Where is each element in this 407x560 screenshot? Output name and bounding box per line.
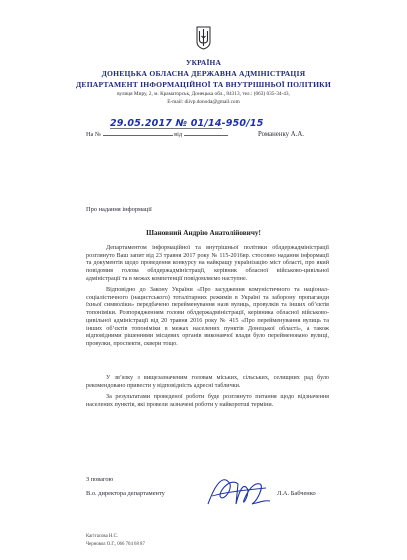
executor-line-2: Черновол О.Г., 066 704 68 87 (86, 542, 145, 547)
salutation: Шановний Андрію Анатолійовичу! (146, 229, 261, 237)
paragraph-law: Відповідно до Закону України «Про засудження комуністичного та націонал-соціалістичного (нацистського) тоталітарних режимів в Україні та заборону пропаганди їхньої символіки» передбачено перейменування назв вулиць, провулків та інших об’єктів топоніміки. Розпорядженням голови облдержадміністрації, керівника обласної військово-цивільної адміністрації від 20 травня 2016 року № 415 «Про перейменування вулиць та інших об’єктів топоніміки в межах населених пунктів Донецької області», а також відповідними рішеннями місцевих органів виконавчої влади було перейменовано вулиці, провулки, проспекти, сквери тощо. (86, 287, 329, 347)
paragraph-recommendation: У зв’язку з вищезазначеним головам міських, сільських, селищних рад було рекомендовано привести у відповідність адресні таблички. (86, 375, 329, 389)
registration-number: 29.05.2017 № 01/14-950/15 (110, 118, 264, 129)
registration-underline (110, 128, 222, 129)
department-title: ДЕПАРТАМЕНТ ІНФОРМАЦІЙНОЇ ТА ВНУТРІШНЬОЇ ПОЛІТИКИ (76, 80, 331, 89)
signatory-name: Л.А. Бабченко (277, 490, 316, 497)
subject-line: Про надання інформації (86, 206, 152, 213)
handwritten-signature (202, 470, 272, 516)
incoming-number-label: На № від (86, 131, 228, 138)
paragraph-request: Департаментом інформаційної та внутрішньої політики облдержадміністрації розглянуто Ваш запит від 23 травня 2017 року № 115-2016вр. стосовно надання інформації та документів щодо проведення конкурсу на найкращу українізацію міст області, про який повідомив голова облдержадміністрації, керівник обласної військово-цивільної адміністрації та в межах компетенції повідомляємо наступне. (86, 245, 329, 282)
country-title: УКРАЇНА (185, 58, 222, 67)
closing: З повагою (86, 476, 114, 483)
executor-line-1: Кагітасова Н.С. (86, 534, 118, 539)
paragraph-results: За результатами проведеної роботи буде розглянуто питання щодо відзначення населених пунктів, які провели зазначені роботи у найкоротші терміни. (86, 394, 329, 408)
addressee: Романенку А.А. (258, 131, 304, 138)
coat-of-arms-icon (196, 26, 211, 50)
administration-title: ДОНЕЦЬКА ОБЛАСНА ДЕРЖАВНА АДМІНІСТРАЦІЯ (101, 69, 306, 78)
signatory-position: В.о. директора департаменту (86, 490, 165, 497)
address-line: вулиця Миру, 2, м. Краматорськ, Донецька обл., 84313, тел.: (063) 035-34-43, (117, 91, 290, 97)
email-line: E-mail: diivp.donoda@gmail.com (167, 99, 240, 105)
